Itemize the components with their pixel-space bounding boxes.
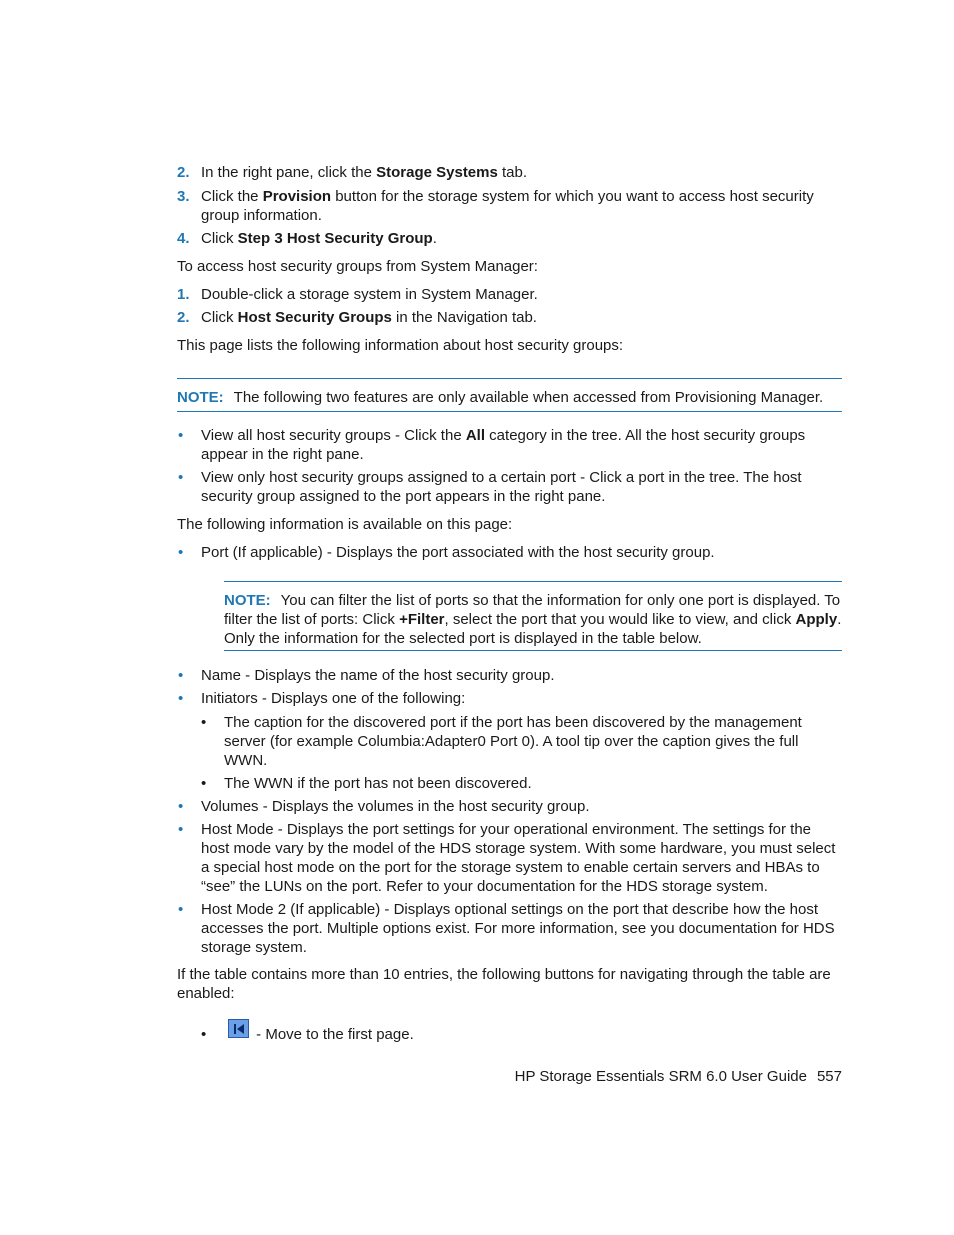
step-number: 4. (177, 230, 190, 247)
note-box (177, 378, 842, 412)
step-number: 3. (177, 188, 190, 205)
ui-term: Apply (795, 611, 838, 628)
ui-term: Host Security Groups (237, 309, 392, 326)
step-number: 2. (177, 164, 190, 181)
first-page-icon (228, 1019, 249, 1038)
document-page: 2. In the right pane, click the Storage Systems tab. 3. Click the Provision button for the storage system for which you want to access host security group information. 4. Click Step 3 Host Security Group. To access host security groups from System Manager: 1. Double-click a storage system in System Manager. 2. Click Host Security Groups in the Navigation tab. This page lists the following information about host security groups: NOTE: The following two features are only available when accessed from Provisioning Manager. • View all host security groups - Click the All category in the tree. All the host security groups appear in the right pane. • View only host security groups assigned to a certain port - Click a port in the tree. The host security group assigned to the port appears in the right pane. The following information is available on this page: • Port (If applicable) - Displays the port associated with the host security group. NOTE: You can filter the list of ports so that the information for only one port is displayed. To filter the list of ports: Click +Filter, select the port that you would like to view, and click Apply. Only the information for the selected port is displayed in the table below. • Name - Displays the name of the host security group. • Initiators - Displays one of the following: • The caption for the discovered port if the port has been discovered by the management server (for example Columbia:Adapter0 Port 0). A tool tip over the caption gives the full WWN. • The WWN if the port has not been discovered. • Volumes - Displays the volumes in the host security group. • Host Mode - Displays the port settings for your operational environment. The settings for the host mode vary by the model of the HDS storage system. With some hardware, you must select a special host mode on the port for the storage system to enable certain servers and HBAs to “see” the LUNs on the port. Refer to your documentation for the HDS storage system. • Host Mode 2 (If applicable) - Displays optional settings on the port that describe how the host accesses the port. Multiple options exist. For more information, see you documentation for HDS storage system. If the table contains more than 10 entries, the following buttons for navigating through the table are enabled: • - Move to the first page. HP Storage Essentials SRM 6.0 User Guide 557 (177, 164, 842, 1085)
note-text: The following two features are only available when accessed from Provisioning Manager. (233, 389, 824, 406)
bullet-icon: • (178, 690, 184, 707)
bullet-icon: • (201, 775, 207, 792)
bullet-icon: • (178, 798, 184, 815)
step-number: 2. (177, 309, 190, 326)
bullet-icon: • (178, 544, 184, 561)
bullet-icon: • (201, 1026, 207, 1043)
paragraph: This page lists the following information about host security groups: (177, 337, 624, 354)
paragraph: The following information is available on this page: (177, 516, 513, 533)
bullet-icon: • (178, 821, 184, 838)
bullet-icon: • (178, 427, 184, 444)
bullet-icon: • (178, 469, 184, 486)
page-number: 557 (816, 1068, 842, 1085)
bullet-icon: • (178, 667, 184, 684)
step-number: 1. (177, 286, 190, 303)
paragraph: To access host security groups from System Manager: (177, 258, 538, 275)
note-label: NOTE: (224, 592, 271, 609)
bullet-icon: • (201, 714, 207, 731)
note-box: NOTE: You can filter the list of ports so that the information for only one port is displayed. To filter the list of ports: Click +Filter, select the port that you would like to view, and click Apply. Only the information for the selected port is displayed in the table below. (224, 581, 842, 651)
bullet-icon: • (178, 901, 184, 918)
footer-title: HP Storage Essentials SRM 6.0 User Guide (514, 1068, 807, 1085)
paragraph: If the table contains more than 10 entries, the following buttons for navigating through the table are enabled: (177, 966, 831, 1002)
ui-term: Provision (262, 188, 332, 205)
ui-term: Step 3 Host Security Group (237, 230, 433, 247)
page-footer (515, 1067, 842, 1086)
ui-term: Storage Systems (376, 164, 498, 181)
note-label: NOTE: (177, 389, 224, 406)
ui-term: All (465, 427, 486, 444)
first-page-description: - Move to the first page. (252, 1026, 414, 1043)
ui-term: +Filter (399, 611, 445, 628)
